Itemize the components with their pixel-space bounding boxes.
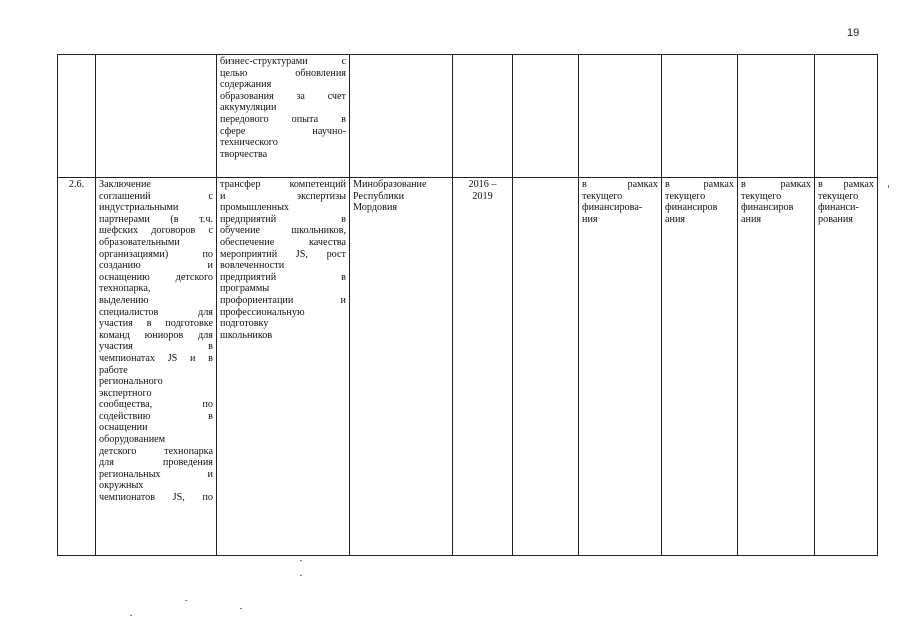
- cell-fin-4: [815, 55, 878, 178]
- text-line: образования за счет: [220, 90, 346, 102]
- text-line: в рамках: [741, 179, 811, 190]
- financing-text: [818, 179, 874, 225]
- period-text: [456, 179, 509, 202]
- text-line: профориентации и: [220, 294, 346, 306]
- cell-num: [58, 178, 96, 556]
- financing-text: [582, 179, 658, 225]
- text-line: финансиров: [741, 202, 794, 214]
- cell-period: [453, 55, 513, 178]
- text-line: вовлеченности: [220, 260, 285, 272]
- text-line: соглашений с: [99, 190, 213, 202]
- activity-text: [99, 179, 213, 504]
- text-line: обучение школьников,: [220, 225, 346, 237]
- document-table: [57, 54, 878, 556]
- text-line: для проведения: [99, 457, 213, 469]
- text-line: мероприятий JS, рост: [220, 248, 346, 260]
- text-line: окружных: [99, 480, 144, 492]
- text-line: технического: [220, 137, 278, 149]
- text-line: текущего: [582, 190, 623, 202]
- text-line: партнерами (в т.ч.: [99, 213, 213, 225]
- table-row-continuation: [58, 55, 878, 178]
- cell-activity: [96, 55, 217, 178]
- text-line: 2019: [472, 190, 493, 202]
- text-line: бизнес-структурами с: [220, 56, 346, 67]
- cell-fin-3: [738, 178, 815, 556]
- text-line: выделению: [99, 294, 149, 306]
- cell-executor: [350, 55, 453, 178]
- text-line: регионального: [99, 376, 163, 388]
- cell-fin-1: [579, 178, 662, 556]
- text-line: в рамках: [818, 179, 874, 190]
- text-line: региональных и: [99, 468, 213, 480]
- text-line: организациями) по: [99, 248, 213, 260]
- cell-executor: [350, 178, 453, 556]
- scan-speck: [240, 608, 242, 609]
- page-number: 19: [847, 27, 860, 39]
- text-line: экспертного: [99, 387, 152, 399]
- cell-num: [58, 55, 96, 178]
- result-text: [220, 56, 346, 160]
- cell-empty: [513, 178, 579, 556]
- text-line: в рамках: [665, 179, 734, 190]
- text-line: образовательными: [99, 236, 180, 248]
- text-line: Минобразование: [353, 179, 427, 190]
- row-number: 2.6.: [68, 179, 85, 190]
- text-line: Республики: [353, 190, 405, 202]
- executor-text: [353, 179, 449, 214]
- text-line: передового опыта в: [220, 113, 346, 125]
- text-line: программы: [220, 283, 270, 295]
- text-line: сфере научно-: [220, 125, 346, 137]
- text-line: обеспечение качества: [220, 236, 346, 248]
- text-line: Заключение: [99, 179, 151, 190]
- cell-result: [217, 178, 350, 556]
- text-line: участия в подготовке: [99, 318, 213, 330]
- text-line: команд юниоров для: [99, 329, 213, 341]
- text-line: предприятий в: [220, 271, 346, 283]
- text-line: промышленных: [220, 202, 290, 214]
- cell-fin-4: [815, 178, 878, 556]
- cell-fin-1: [579, 55, 662, 178]
- cell-activity: [96, 178, 217, 556]
- text-line: финансирова-: [582, 202, 643, 214]
- text-line: содержания: [220, 79, 272, 91]
- text-line: текущего: [665, 190, 706, 202]
- text-line: школьников: [220, 329, 273, 341]
- text-line: оборудованием: [99, 434, 166, 446]
- text-line: финанси-: [818, 202, 859, 214]
- text-line: созданию и: [99, 260, 213, 272]
- text-line: шефских договоров с: [99, 225, 213, 237]
- text-line: сообщества, по: [99, 399, 213, 411]
- text-line: аккумуляции: [220, 102, 277, 114]
- text-line: индустриальными: [99, 202, 179, 214]
- text-line: в рамках: [582, 179, 658, 190]
- scan-speck: [888, 185, 889, 188]
- cell-fin-2: [662, 178, 738, 556]
- scan-speck: [300, 575, 302, 576]
- text-line: трансфер компетенций: [220, 179, 346, 190]
- text-line: детского технопарка: [99, 445, 213, 457]
- text-line: финансиров: [665, 202, 718, 214]
- text-line: технопарка,: [99, 283, 151, 295]
- text-line: чемпионатов JS, по: [99, 492, 213, 504]
- text-line: оснащению детского: [99, 271, 213, 283]
- scan-speck: [130, 615, 132, 616]
- text-line: текущего: [818, 190, 859, 202]
- text-line: предприятий в: [220, 213, 346, 225]
- text-line: подготовку: [220, 318, 269, 330]
- scan-speck: [300, 560, 302, 561]
- text-line: ания: [665, 213, 686, 225]
- text-line: содействию в: [99, 410, 213, 422]
- text-line: Мордовия: [353, 202, 398, 214]
- cell-result: [217, 55, 350, 178]
- table-row-2-6: [58, 178, 878, 556]
- text-line: специалистов для: [99, 306, 213, 318]
- cell-period: [453, 178, 513, 556]
- text-line: текущего: [741, 190, 782, 202]
- scan-speck: [185, 600, 187, 601]
- text-line: творчества: [220, 148, 268, 160]
- text-line: оснащении: [99, 422, 148, 434]
- text-line: участия в: [99, 341, 213, 353]
- financing-text: [665, 179, 734, 225]
- text-line: и экспертизы: [220, 190, 346, 202]
- text-line: целью обновления: [220, 67, 346, 79]
- text-line: чемпионатах JS и в: [99, 352, 213, 364]
- text-line: ния: [582, 213, 598, 225]
- financing-text: [741, 179, 811, 225]
- text-line: профессиональную: [220, 306, 305, 318]
- text-line: работе: [99, 364, 128, 376]
- cell-empty: [513, 55, 579, 178]
- text-line: рования: [818, 213, 853, 225]
- cell-fin-3: [738, 55, 815, 178]
- text-line: 2016 –: [468, 179, 497, 190]
- text-line: ания: [741, 213, 762, 225]
- cell-fin-2: [662, 55, 738, 178]
- result-text: [220, 179, 346, 341]
